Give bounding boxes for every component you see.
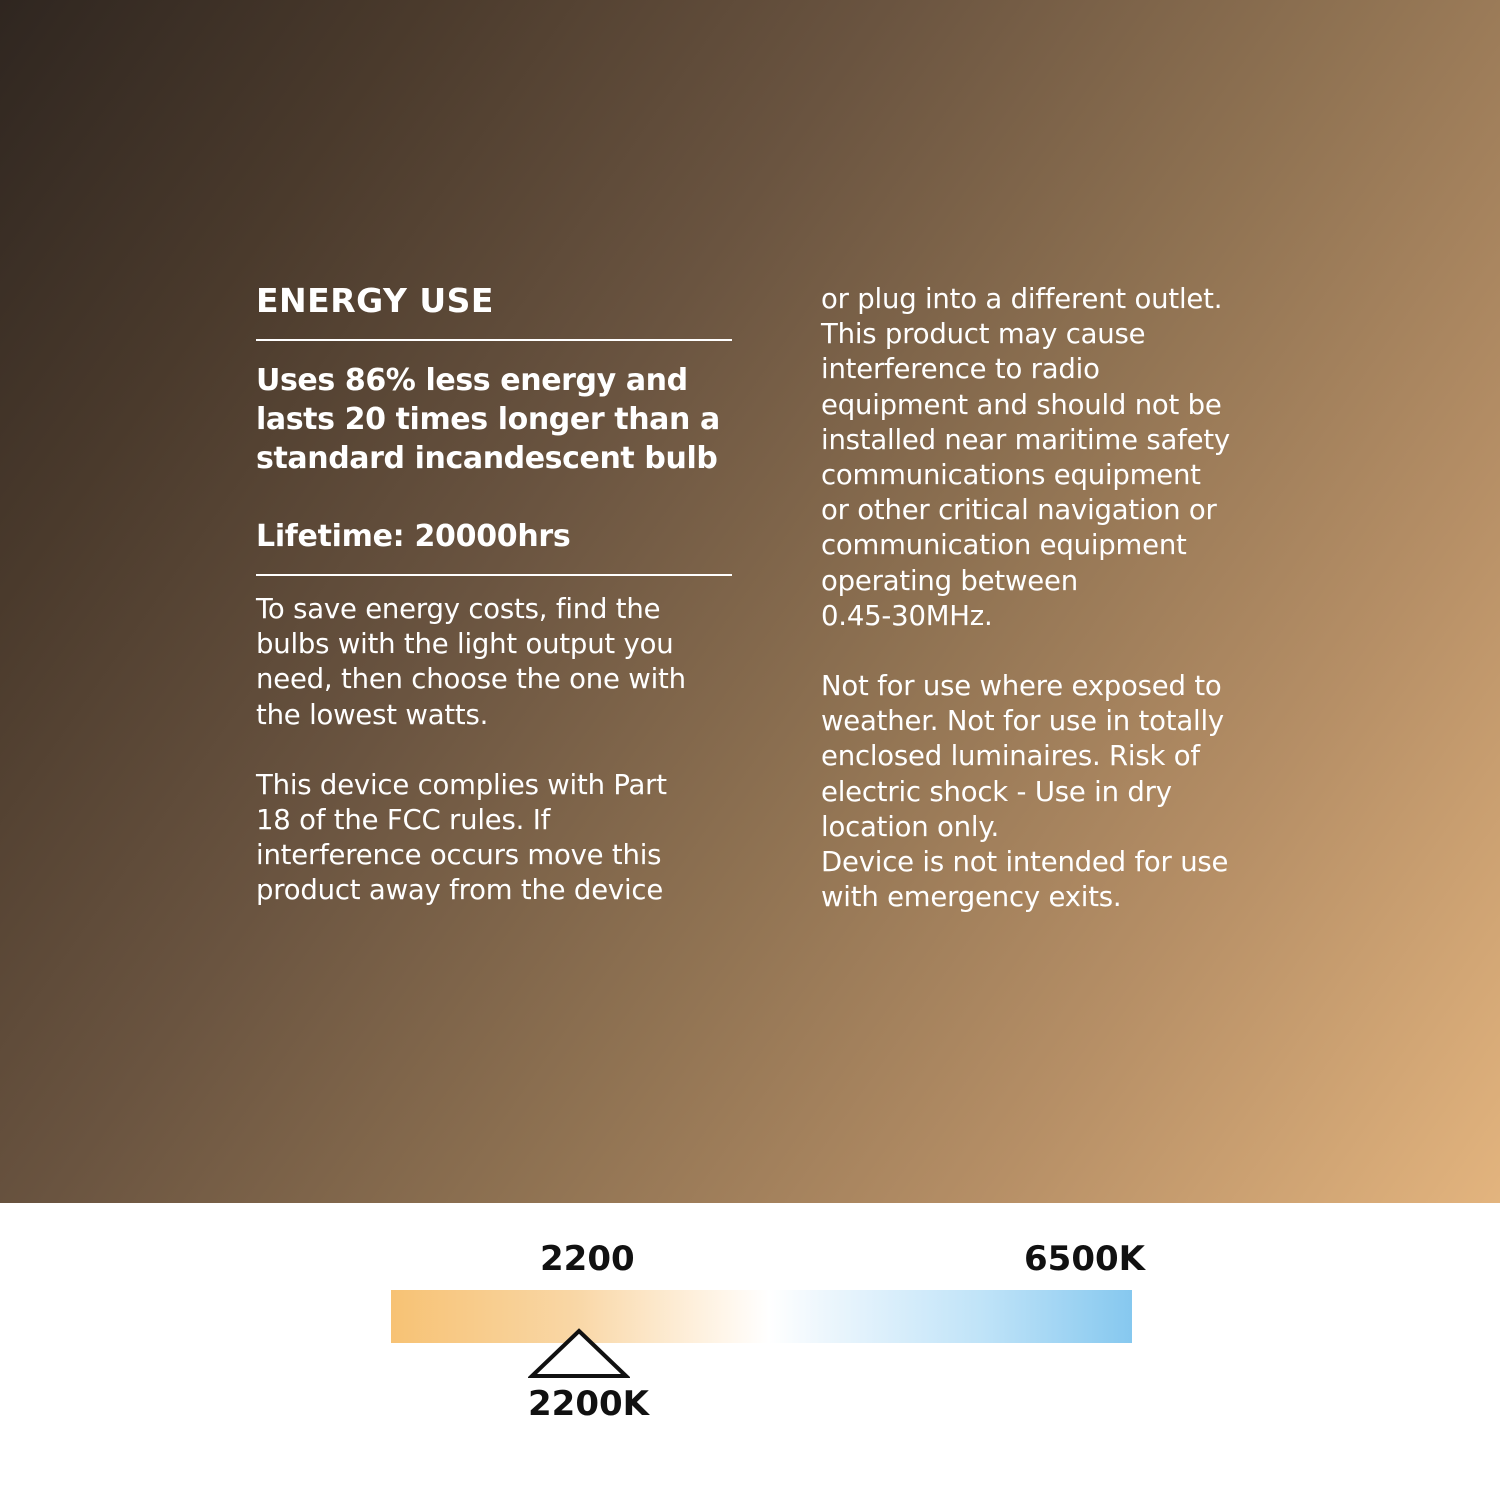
safety-warning-paragraph: [821, 669, 1281, 915]
lifetime-text: Lifetime: 20000hrs: [256, 519, 571, 554]
text-line: equipment and should not be: [821, 388, 1222, 421]
text-line: or other critical navigation or: [821, 494, 1217, 527]
color-temperature-scale: [0, 1203, 1500, 1500]
fcc-continued-paragraph: [821, 282, 1281, 634]
text-line: This product may cause: [821, 318, 1146, 351]
text-line: Device is not intended for use: [821, 846, 1229, 879]
energy-tip-paragraph: [256, 592, 732, 733]
text-line: operating between: [821, 564, 1078, 597]
divider: [256, 339, 732, 341]
fcc-paragraph: [256, 768, 732, 909]
text-line: installed near maritime safety: [821, 423, 1230, 456]
text-line: location only.: [821, 810, 1000, 843]
triangle-pointer-icon: [528, 1327, 630, 1379]
text-line: with emergency exits.: [821, 881, 1122, 914]
text-line: 18 of the FCC rules. If: [256, 804, 551, 837]
text-line: interference occurs move this: [256, 839, 662, 872]
text-line: the lowest watts.: [256, 698, 489, 731]
tagline-line: standard incandescent bulb: [256, 441, 718, 476]
current-temp-label: 2200K: [528, 1384, 649, 1424]
divider: [256, 574, 732, 576]
text-line: This device complies with Part: [256, 768, 667, 801]
text-line: interference to radio: [821, 353, 1100, 386]
energy-tagline: [256, 361, 732, 478]
tagline-line: Uses 86% less energy and: [256, 363, 688, 398]
right-column: [821, 282, 1281, 915]
text-line: need, then choose the one with: [256, 663, 686, 696]
text-line: enclosed luminaires. Risk of: [821, 740, 1200, 773]
tagline-line: lasts 20 times longer than a: [256, 402, 720, 437]
left-column: [256, 282, 732, 909]
text-line: electric shock - Use in dry: [821, 775, 1172, 808]
text-line: communications equipment: [821, 459, 1201, 492]
min-temp-label: 2200: [540, 1239, 635, 1279]
text-line: bulbs with the light output you: [256, 628, 674, 661]
text-line: weather. Not for use in totally: [821, 705, 1224, 738]
color-temp-gradient-bar: [391, 1290, 1132, 1343]
text-line: product away from the device: [256, 874, 664, 907]
text-line: communication equipment: [821, 529, 1187, 562]
text-line: Not for use where exposed to: [821, 670, 1222, 703]
text-line: 0.45-30MHz.: [821, 599, 993, 632]
max-temp-label: 6500K: [1024, 1239, 1145, 1279]
text-line: or plug into a different outlet.: [821, 283, 1223, 315]
energy-use-heading: ENERGY USE: [256, 281, 494, 320]
text-line: To save energy costs, find the: [256, 593, 661, 625]
